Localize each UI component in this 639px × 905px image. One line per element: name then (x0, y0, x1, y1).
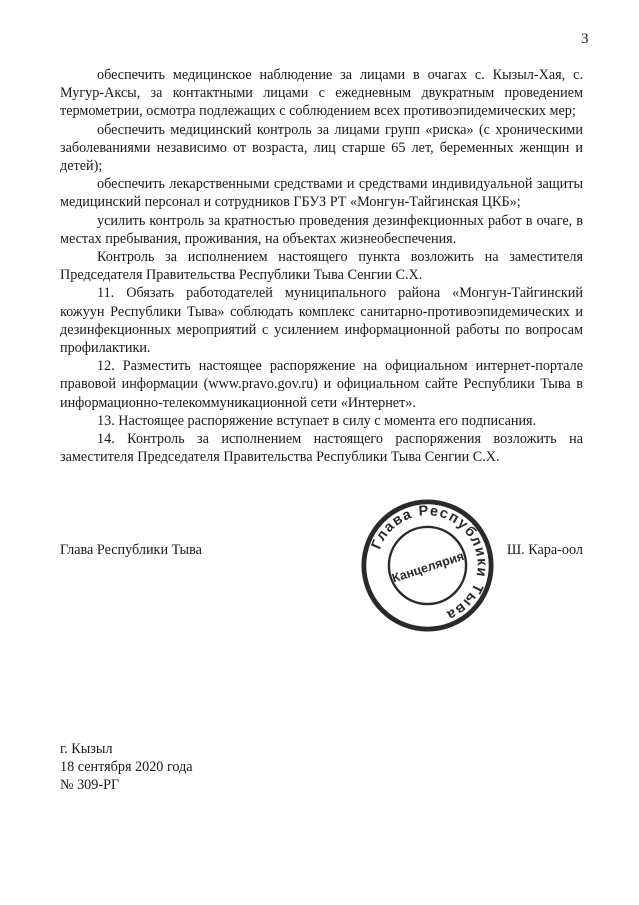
document-footer (60, 740, 193, 794)
paragraph-responsibility: Контроль за исполнением настоящего пункта возложить на заместителя Председателя Правительства Республики Тыва Сенгии С.Х. (60, 249, 583, 284)
signatory-name: Ш. Кара-оол (506, 542, 583, 558)
paragraph-item-11: 11. Обязать работодателей муниципального района «Монгун-Тайгинский кожуун Республики Тыва» соблюдать комплекс санитарно-противоэпидемических и дезинфекционных мероприятий с усилением информационной работы по вопросам профилактики. (60, 285, 583, 357)
paragraph-disinfection-control: усилить контроль за кратностью проведения дезинфекционных работ в очаге, в местах пребывания, проживания, на объектах жизнеобеспечения. (60, 212, 583, 247)
footer-place: г. Кызыл (60, 741, 113, 757)
paragraph-item-12: 12. Разместить настоящее распоряжение на официальном интернет-портале правовой информации (www.pravo.gov.ru) и официальном сайте Республики Тыва в информационно-телекоммуникационной сети «Интернет». (60, 358, 583, 411)
footer-date: 18 сентября 2020 года (60, 759, 193, 775)
footer-number: № 309-РГ (60, 777, 120, 793)
signatory-position: Глава Республики Тыва (60, 542, 202, 558)
page-number: 3 (581, 31, 589, 47)
paragraph-medical-observation: обеспечить медицинское наблюдение за лицами в очагах с. Кызыл-Хая, с. Мугур-Аксы, за контактными лицами с ежедневным двукратным проведением термометрии, осмотра подлежащих с соблюдением всех противоэпидемических мер; (60, 67, 583, 120)
paragraph-item-14: 14. Контроль за исполнением настоящего распоряжения возложить на заместителя Председателя Правительства Республики Тыва Сенгии С.Х. (60, 431, 583, 466)
official-stamp (360, 498, 495, 633)
paragraph-item-13: 13. Настоящее распоряжение вступает в силу с момента его подписания. (97, 412, 537, 429)
stamp-ring-text: Глава Республики Тыва (368, 503, 490, 624)
document-body (60, 66, 583, 466)
paragraph-risk-group-control: обеспечить медицинский контроль за лицами групп «риска» (с хроническими заболеваниями независимо от возраста, лиц старше 65 лет, беременных женщин и детей); (60, 121, 583, 175)
paragraph-ppe-supply: обеспечить лекарственными средствами и средствами индивидуальной защиты медицинский персонал и сотрудников ГБУЗ РТ «Монгун-Тайгинская ЦКБ»; (60, 176, 583, 211)
stamp-center-text: Канцелярия (390, 548, 466, 586)
